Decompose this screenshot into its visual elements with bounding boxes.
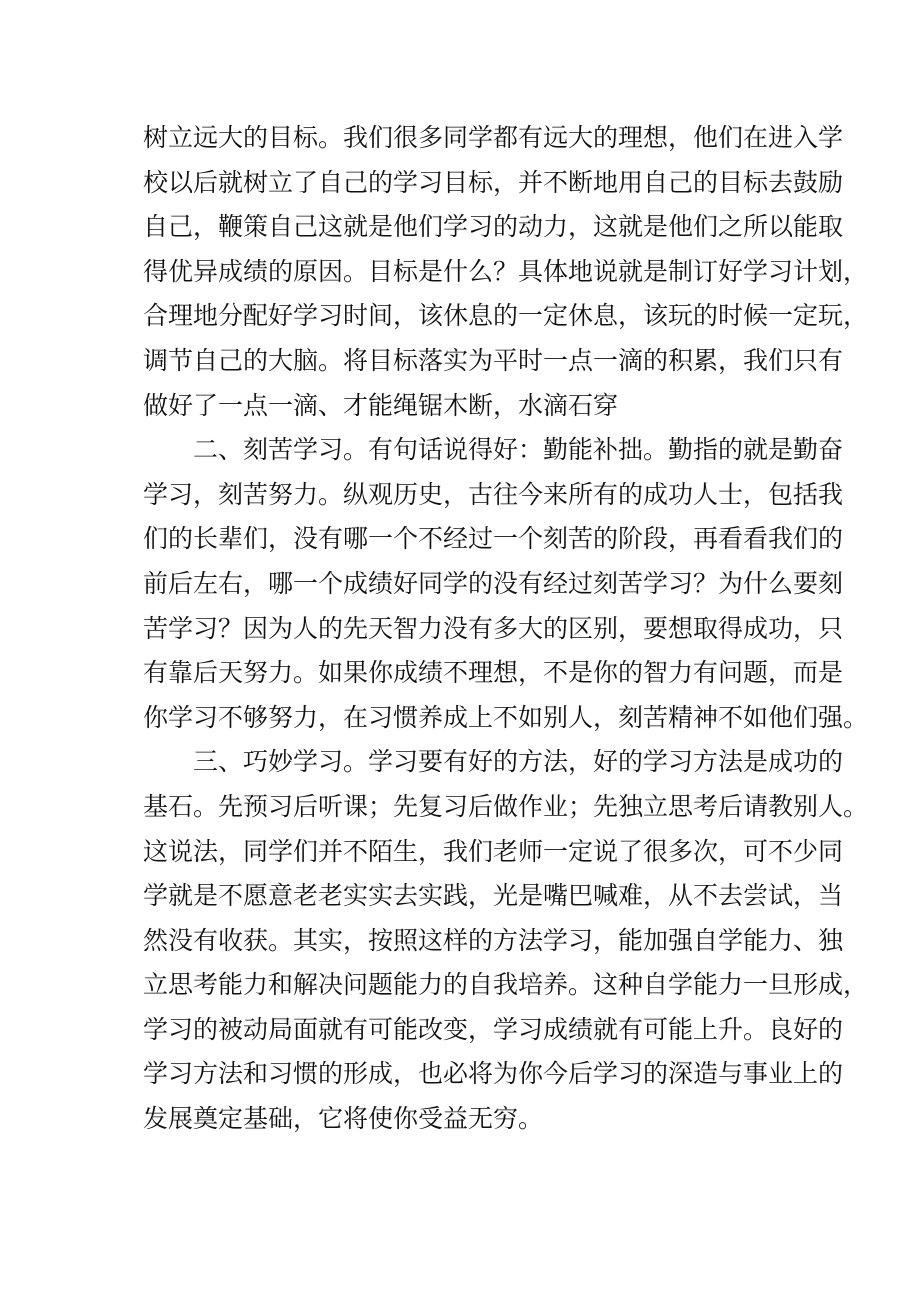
paragraph-diligent-study	[143, 428, 869, 740]
text-line: 调节自己的大脑。将目标落实为平时一点一滴的积累，我们只有	[143, 345, 844, 375]
text-line: 然没有收获。其实，按照这样的方法学习，能加强自学能力、独	[143, 925, 844, 955]
text-line: 做好了一点一滴、才能绳锯木断，水滴石穿	[143, 390, 619, 420]
paragraph-goal	[143, 116, 869, 428]
body-text	[143, 116, 869, 1142]
text-line: 得优异成绩的原因。目标是什么？具体地说就是制订好学习计划，	[143, 256, 869, 286]
text-line: 树立远大的目标。我们很多同学都有远大的理想，他们在进入学	[143, 123, 844, 152]
paragraph-clever-study	[143, 740, 869, 1141]
text-line: 学习的被动局面就有可能改变，学习成绩就有可能上升。良好的	[143, 1014, 844, 1044]
text-line: 学就是不愿意老老实实去实践，光是嘴巴喊难，从不去尝试，当	[143, 881, 844, 911]
text-line: 们的长辈们，没有哪一个不经过一个刻苦的阶段，再看看我们的	[143, 524, 844, 554]
text-line: 二、刻苦学习。有句话说得好：勤能补拙。勤指的就是勤奋	[193, 435, 844, 465]
text-line: 自己，鞭策自己这就是他们学习的动力，这就是他们之所以能取	[143, 212, 844, 242]
text-line: 立思考能力和解决问题能力的自我培养。这种自学能力一旦形成，	[143, 970, 869, 1000]
text-line: 三、巧妙学习。学习要有好的方法，好的学习方法是成功的	[193, 747, 844, 777]
text-line: 有靠后天努力。如果你成绩不理想，不是你的智力有问题，而是	[143, 658, 844, 688]
text-line: 这说法，同学们并不陌生，我们老师一定说了很多次，可不少同	[143, 836, 844, 866]
text-line: 发展奠定基础，它将使你受益无穷。	[143, 1104, 544, 1134]
text-line: 合理地分配好学习时间，该休息的一定休息，该玩的时候一定玩，	[143, 301, 869, 331]
text-line: 苦学习？因为人的先天智力没有多大的区别，要想取得成功，只	[143, 613, 844, 643]
text-line: 学习方法和习惯的形成，也必将为你今后学习的深造与事业上的	[143, 1059, 844, 1089]
text-line: 你学习不够努力，在习惯养成上不如别人，刻苦精神不如他们强。	[143, 702, 869, 732]
text-line: 校以后就树立了自己的学习目标，并不断地用自己的目标去鼓励	[143, 167, 844, 197]
text-line: 前后左右，哪一个成绩好同学的没有经过刻苦学习？为什么要刻	[143, 568, 844, 598]
text-line: 基石。先预习后听课；先复习后做作业；先独立思考后请教别人。	[143, 791, 869, 821]
text-line: 学习，刻苦努力。纵观历史，古往今来所有的成功人士，包括我	[143, 479, 844, 509]
